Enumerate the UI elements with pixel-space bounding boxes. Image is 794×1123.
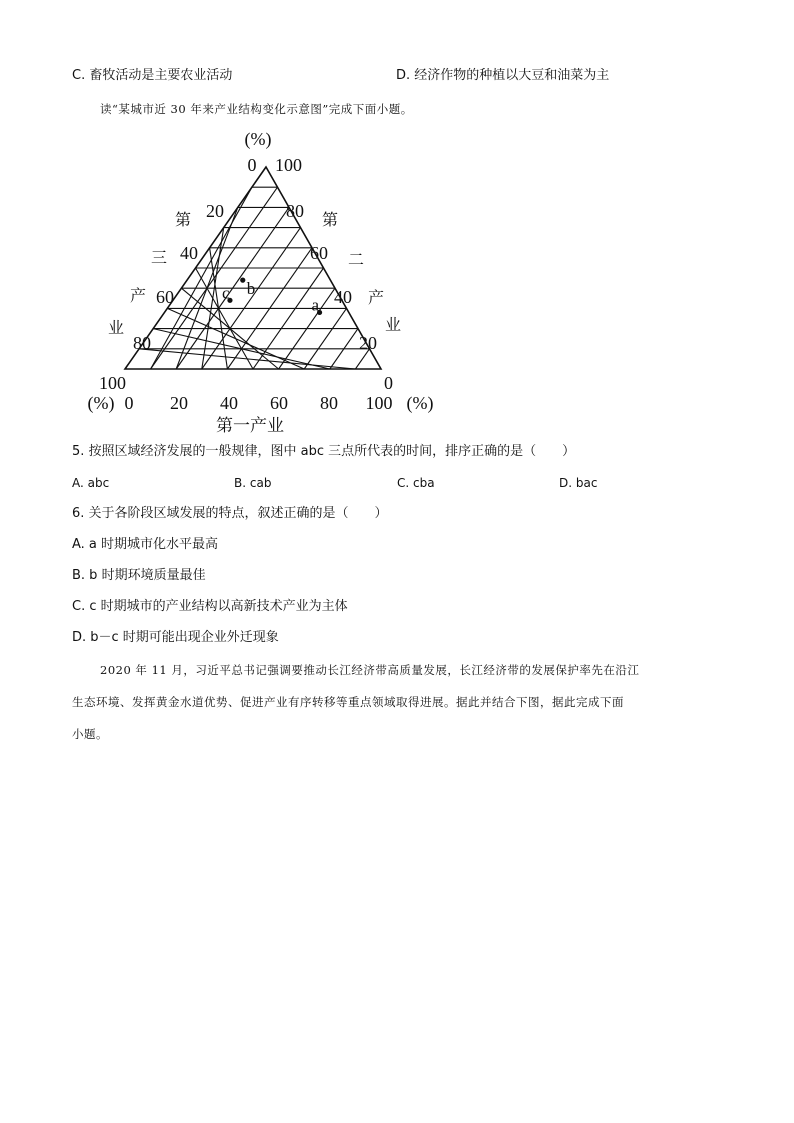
left-tick-60: 60 (156, 287, 174, 307)
left-axis-name-char: 产 (129, 288, 147, 305)
grid-line (139, 349, 355, 369)
right-tick-20: 20 (359, 333, 377, 353)
right-tick-80: 80 (286, 201, 304, 221)
top-tick-0: 0 (247, 155, 257, 175)
bottom-right-unit: (%) (406, 393, 434, 413)
bottom-axis-name: 第一产业 (216, 416, 284, 435)
right-axis-name-char: 二 (347, 252, 365, 269)
left-tick-80: 80 (133, 333, 151, 353)
point-b (240, 278, 245, 283)
point-label-c: c (221, 283, 230, 303)
bottom-tick-0: 0 (124, 393, 134, 413)
option-d: D. 经济作物的种植以大豆和油菜为主 (396, 68, 610, 83)
right-axis-name-char: 产 (367, 290, 385, 307)
question-6-stem: 6. 关于各阶段区域发展的特点，叙述正确的是（ ） (72, 506, 388, 521)
q6-option-d[interactable]: D. b－c 时期可能出现企业外迁现象 (72, 630, 279, 645)
bottom-tick-40: 40 (220, 393, 238, 413)
q5-option-a[interactable]: A. abc (72, 476, 110, 490)
left-tick-100: 100 (99, 373, 126, 393)
bottom-tick-60: 60 (270, 393, 288, 413)
left-axis-name-char: 业 (107, 320, 125, 337)
intro-text: 读“某城市近 30 年来产业结构变化示意图”完成下面小题。 (100, 102, 413, 116)
question-5-stem: 5. 按照区域经济发展的一般规律，图中 abc 三点所代表的时间，排序正确的是（ ） (72, 444, 576, 459)
bottom-tick-100: 100 (365, 393, 393, 413)
right-tick-40: 40 (334, 287, 352, 307)
passage-line-1: 2020 年 11 月，习近平总书记强调要推动长江经济带高质量发展，长江经济带的发展保护率先在沿江 (100, 663, 640, 677)
option-c: C. 畜牧活动是主要农业活动 (72, 68, 233, 83)
q6-option-a[interactable]: A. a 时期城市化水平最高 (72, 537, 219, 552)
top-tick-100: 100 (275, 155, 302, 175)
point-label-b: b (246, 279, 256, 299)
q5-option-c[interactable]: C. cba (397, 476, 435, 490)
point-label-a: a (311, 295, 320, 315)
right-tick-0: 0 (384, 373, 393, 393)
left-tick-20: 20 (206, 201, 224, 221)
q5-option-d[interactable]: D. bac (559, 476, 598, 490)
left-axis-name-char: 三 (150, 250, 168, 267)
right-tick-60: 60 (310, 243, 328, 263)
q6-option-c[interactable]: C. c 时期城市的产业结构以高新技术产业为主体 (72, 599, 348, 614)
bottom-tick-80: 80 (320, 393, 338, 413)
triangle-grid (125, 167, 381, 369)
right-axis-name-char: 业 (384, 317, 402, 334)
q6-option-b[interactable]: B. b 时期环境质量最佳 (72, 568, 206, 583)
left-axis-name-char: 第 (174, 212, 192, 229)
left-tick-40: 40 (180, 243, 198, 263)
q5-option-b[interactable]: B. cab (234, 476, 272, 490)
passage-line-3: 小题。 (72, 727, 108, 741)
ternary-diagram (80, 125, 440, 445)
bottom-left-unit: (%) (87, 393, 115, 413)
passage-line-2: 生态环境、发挥黄金水道优势、促进产业有序转移等重点领域取得进展。据此并结合下图，据此完成下面 (72, 695, 624, 709)
grid-line (304, 308, 346, 369)
top-unit-label: (%) (244, 129, 272, 149)
bottom-tick-20: 20 (170, 393, 188, 413)
right-axis-name-char: 第 (321, 212, 339, 229)
